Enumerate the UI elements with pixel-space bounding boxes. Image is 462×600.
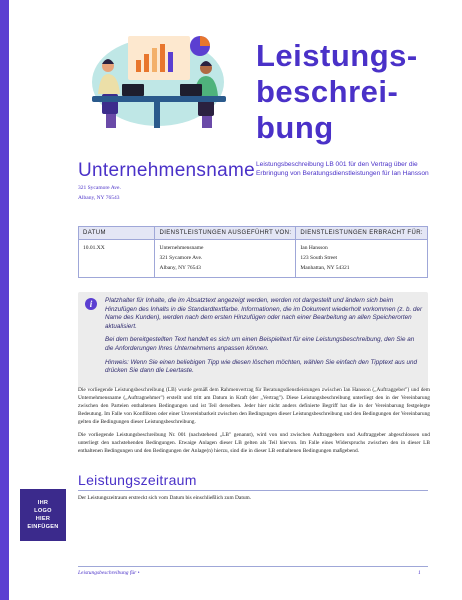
info-table (78, 226, 428, 278)
header-provider: DIENSTLEISTUNGEN AUSGEFÜHRT VON: (155, 227, 296, 240)
title-line-2: beschrei- (256, 74, 399, 109)
provider-line-2: 321 Sycamore Ave. (159, 255, 203, 261)
company-name: Unternehmensname (78, 160, 255, 181)
body-paragraph-2: Die vorliegende Leistungsbeschreibung Nr. 001 (nachstehend „LB" genannt), wird von und zwischen Auftraggebern und Auftraggeber abgeschlossen und unterliegt den nachstehenden Bedingungen. Etwaige Anlagen dieser LB gelten als Teil hiervon. Im Falle eines Widerspruchs zwischen den in dieser LB enthaltenen Bedingungen und den Bedingungen der Anlage(n) hierzu, sind die in dieser LB enthaltenen Bedingungen maßgebend. (78, 432, 430, 454)
body-paragraph-1: Die vorliegende Leistungsbeschreibung (LB) wurde gemäß dem Rahmenvertrag für Beratungsdienstleistungen zwischen Ian Hansson („Auftraggeber") und dem Unternehmensname („Auftragnehmer") erstellt und tritt am Datum in Kraft (der „Vertrag"). Diese Leistungsbeschreibung unterliegt den in der Vereinbarung zwischen den Parteien enthaltenen Bedingungen und ist Teil derselben. Jeder hier nicht anders definierte Begriff hat die in der Vereinbarung festgelegte Bedeutung. Im Falle von Konflikten oder einer Unvereinbarkeit zwischen den Bedingungen dieser Leistungsbeschreibung und den Bedingungen der Vereinbarung gelten die Bedingungen dieser Leistungsbeschreibung. (78, 387, 430, 425)
info-icon: i (85, 298, 97, 310)
tip-paragraph-2: Bei dem bereitgestellten Text handelt es sich um einen Beispieltext für eine Leistungsbeschreibung, den Sie an die Anforderungen Ihres Unternehmens anpassen können. (105, 336, 415, 352)
tip-paragraph-3: Hinweis: Wenn Sie einen beliebigen Tipp wie diesen löschen möchten, wählen Sie einfach den Tipptext aus und drücken Sie dann die Leertaste. (105, 358, 418, 375)
client-line-1: Ian Hansson (300, 245, 328, 251)
footer-divider (78, 566, 428, 567)
footer-title: Leistungsbeschreibung für • (78, 570, 140, 576)
company-address (78, 183, 121, 203)
section-text: Der Leistungszeitraum erstreckt sich vom Datum bis einschließlich zum Datum. (78, 495, 252, 501)
tip-box[interactable] (78, 292, 428, 388)
logo-text-line-1: IHR (37, 500, 49, 506)
document-title (256, 38, 456, 146)
tip-text (105, 297, 423, 381)
header-date: DATUM (79, 227, 155, 240)
logo-text-line-4: EINFÜGEN (27, 524, 59, 530)
office-meeting-illustration (88, 24, 228, 134)
logo-text-line-2: LOGO (34, 508, 52, 514)
table-row (79, 240, 428, 278)
company-address-line-1: 321 Sycamore Ave. (78, 185, 121, 191)
table-header-row (79, 227, 428, 240)
company-address-line-2: Albany, NY 76543 (78, 195, 120, 201)
page-number: 1 (418, 570, 421, 576)
client-line-3: Manhattan, NY 54321 (300, 265, 350, 271)
provider-line-3: Albany, NY 76543 (159, 265, 201, 271)
title-line-1: Leistungs- (256, 38, 418, 73)
date-cell: 10.01.XX (79, 240, 155, 278)
provider-cell (155, 240, 296, 278)
tip-paragraph-1: Platzhalter für Inhalte, die im Absatztext angezeigt werden, werden rot dargestellt und ändern sich beim Hinzufügen des Inhalts in die Standardtextfarbe. Informationen, die im Dokument wiederholt vorkommen (z. b. der Name des Kunden), werden nach dem ersten Hinzufügen oder nach einer Bearbeitung an allen Speicherorten aktualisiert. (105, 297, 423, 330)
section-divider (78, 490, 428, 491)
client-line-2: 123 South Street (300, 255, 338, 261)
header-client: DIENSTLEISTUNGEN ERBRACHT FÜR: (296, 227, 428, 240)
header-subtitle: Leistungsbeschreibung LB 001 für den Vertrag über die Erbringung von Beratungsdienstleistungen für Ian Hansson (256, 161, 429, 177)
accent-bar (0, 0, 9, 600)
section-title: Leistungszeitraum (78, 472, 197, 488)
logo-placeholder[interactable] (20, 489, 66, 541)
provider-line-1: Unternehmensname (159, 245, 204, 251)
client-cell (296, 240, 428, 278)
logo-text-line-3: HIER (35, 516, 51, 522)
title-line-3: bung (256, 110, 334, 145)
